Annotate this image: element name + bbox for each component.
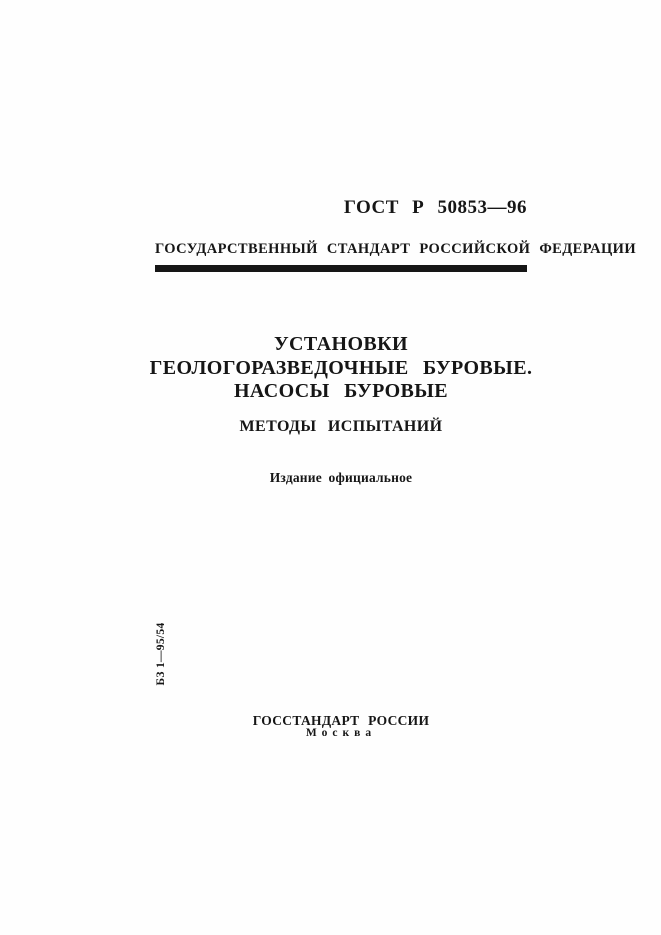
publication-city: Москва	[305, 727, 377, 739]
standard-category-heading: ГОСУДАРСТВЕННЫЙ СТАНДАРТ РОССИЙСКОЙ ФЕДЕРАЦИИ	[155, 241, 637, 257]
document-subtitle: МЕТОДЫ ИСПЫТАНИЙ	[239, 418, 443, 435]
title-line-1: УСТАНОВКИ	[273, 333, 409, 355]
side-registration-code: БЗ 1—95/54	[155, 622, 167, 686]
document-title	[120, 333, 562, 404]
title-line-2: ГЕОЛОГОРАЗВЕДОЧНЫЕ БУРОВЫЕ.	[149, 356, 533, 379]
edition-note: Издание официальное	[269, 470, 413, 485]
header-rule	[155, 265, 527, 272]
publisher-name: ГОССТАНДАРТ РОССИИ	[252, 713, 430, 728]
standard-designation: ГОСТ Р 50853—96	[343, 197, 527, 218]
title-line-3: НАСОСЫ БУРОВЫЕ	[233, 380, 449, 402]
